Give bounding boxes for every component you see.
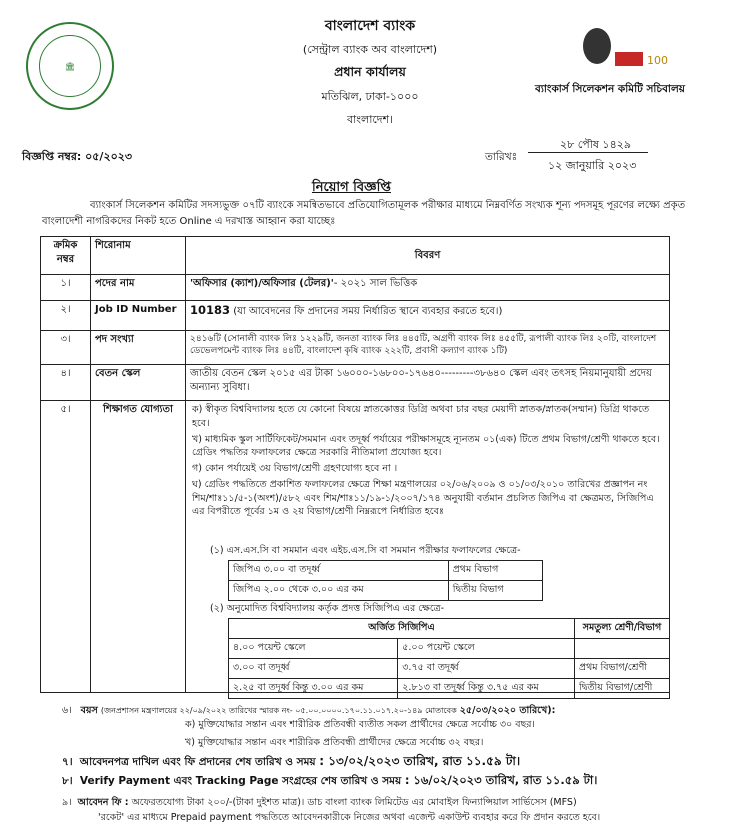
qual-d: ঘ) গ্রেডিং পদ্ধতিতে প্রকাশিত ফলাফলের ক্ষেত্রে শিক্ষা মন্ত্রণালয়ের ০২/০৬/২০০৯ ও ০১/০৩/২০১০ তারিখের প্রজ্ঞাপন নং শিম/শাঃ১১/৫-১(অংশ)/৫৮২ এবং শিম/শাঃ১১/১৯-১/২০০৭/১৭৪ অনুযায়ী বর্তমান প্রচলিত জিপিএ বা ক্ষেত্রমত, সিজিপিএ এর বিপরীতে পূর্বের ১ম ও ২য় বিভাগ/শ্রেণী নিম্নরূপে নির্ধারিত হবেঃ xyxy=(192,478,654,518)
job-id: 10183 xyxy=(190,303,231,317)
row-title: Job ID Number xyxy=(91,301,186,331)
point-number: ৭। xyxy=(62,756,73,768)
point-number: ৬। xyxy=(62,705,72,716)
header-block xyxy=(200,14,540,130)
cgpa-4: ৩.০০ বা তদূর্ধ্ব xyxy=(229,659,398,679)
age-rule-a: ক) মুক্তিযোদ্ধার সন্তান এবং শারীরিক প্রতিবন্ধী ব্যতীত সকল প্রার্থীদের ক্ষেত্রে সর্বোচ্চ ৩০ বছর। xyxy=(185,719,535,730)
deadline-value: : ১৩/০২/২০২৩ তারিখ, রাত ১১.৫৯ টা। xyxy=(319,754,521,768)
country-line: বাংলাদেশ। xyxy=(346,113,394,126)
address-line: মতিঝিল, ঢাকা-১০০০ xyxy=(321,90,419,103)
cgpa-header xyxy=(229,619,670,639)
row-title: পদের নাম xyxy=(91,275,186,301)
date-gregorian: ১২ জানুয়ারি ২০২৩ xyxy=(548,159,637,172)
office-name: প্রধান কার্যালয় xyxy=(334,64,406,79)
qual-c: গ) কোন পর্যায়েই ৩য় বিভাগ/শ্রেণী গ্রহণযোগ্য হবে না । xyxy=(192,463,398,475)
bank-name: বাংলাদেশ ব্যাংক xyxy=(324,18,416,34)
ssc-grade-table xyxy=(228,560,543,601)
table-header-row xyxy=(41,237,670,275)
table-row xyxy=(41,365,670,401)
date-label: তারিখঃ xyxy=(485,151,518,163)
row-number: ১। xyxy=(41,275,91,301)
fee-line xyxy=(62,796,577,811)
row-number: ৩। xyxy=(41,331,91,365)
point-title: বয়স xyxy=(80,705,98,716)
table-row xyxy=(41,331,670,365)
row-number: ২। xyxy=(41,301,91,331)
cgpa-4: ২.২৫ বা তদূর্ধ্ব কিন্তু ৩.০০ এর কম xyxy=(229,679,398,699)
row-title: পদ সংখ্যা xyxy=(91,331,186,365)
cgpa-table xyxy=(228,618,670,699)
intro-paragraph: ব্যাংকার্স সিলেকশন কমিটির সদস্যভুক্ত ০৭টি ব্যাংকে সমন্বিতভাবে প্রতিযোগিতামূলক পরীক্ষার মাধ্যমে নিম্নবর্ণিত সংখ্যক শূন্য পদসমূহ পূরণের লক্ষ্যে প্রকৃত বাংলাদেশী নাগরিকদের নিকট হতে Online এ দরখাস্ত আহ্বান করা যাচ্ছেঃ xyxy=(42,200,686,227)
gpa-range: জিপিএ ৩.০০ বা তদূর্ধ্ব xyxy=(229,561,449,581)
fee-text: অফেরতযোগ্য টাকা ২০০/-(টাকা দুইশত মাত্র)। ডাচ বাংলা ব্যাংক লিমিটেড এর মোবাইল ফিন্যান্সিয়াল সার্ভিসেস (MFS) xyxy=(131,797,577,808)
col-description: বিবরণ xyxy=(186,237,670,275)
table-row xyxy=(41,275,670,301)
mujib-logo-icon xyxy=(555,18,675,78)
grade-row xyxy=(229,561,543,581)
ssc-hsc-caption: (১) এস.এস.সি বা সমমান এবং এইচ.এস.সি বা সমমান পরীক্ষার ফলাফলের ক্ষেত্রে- xyxy=(210,545,521,556)
post-year: - ২০২১ সাল ভিত্তিক xyxy=(333,278,418,289)
date-bengali: ২৮ পৌষ ১৪২৯ xyxy=(560,138,631,151)
point-number: ৯। xyxy=(62,797,72,808)
gpa-range: জিপিএ ২.০০ থেকে ৩.০০ এর কম xyxy=(229,581,449,601)
point-title: আবেদনপত্র দাখিল এবং ফি প্রদানের শেষ তারিখ ও সময় xyxy=(79,756,316,768)
cgpa-class: প্রথম বিভাগ/শ্রেণী xyxy=(575,659,670,679)
cgpa-5: ৩.৭৫ বা তদূর্ধ্ব xyxy=(398,659,575,679)
row-number: ৪। xyxy=(41,365,91,401)
age-reference: (জনপ্রশাসন মন্ত্রণালয়ের ২২/০৯/২০২২ তারিখের স্মারক নং- ০৫.০০.০০০০.১৭০.১১.০১৭.২০-১৪৯ মোতাবেক xyxy=(100,706,457,715)
committee-secretariat: ব্যাংকার্স সিলেকশন কমিটি সচিবালয় xyxy=(535,83,685,95)
cgpa-row xyxy=(229,679,670,699)
row-title: বেতন স্কেল xyxy=(91,365,186,401)
deadline-line xyxy=(62,753,520,773)
notice-title: নিয়োগ বিজ্ঞপ্তি xyxy=(312,180,391,195)
cgpa-row xyxy=(229,639,670,659)
cgpa-header-class: সমতুল্য শ্রেণী/বিভাগ xyxy=(575,619,670,639)
table-row xyxy=(41,301,670,331)
cgpa-class xyxy=(575,639,670,659)
post-name: 'অফিসার (ক্যাশ)/অফিসার (টেলর)' xyxy=(190,278,334,289)
cgpa-header-earned: অর্জিত সিজিপিএ xyxy=(229,619,575,639)
row-title: শিক্ষাগত যোগ্যতা xyxy=(91,401,186,693)
verify-line xyxy=(62,772,597,791)
date-divider xyxy=(528,152,648,153)
cgpa-5: ২.৮১৩ বা তদূর্ধ্ব কিন্তু ৩.৭৫ এর কম xyxy=(398,679,575,699)
qual-b: খ) মাধ্যমিক স্কুল সার্টিফিকেট/সমমান এবং তদূর্ধ্ব পর্যায়ের পরীক্ষাসমূহে ন্যূনতম ০১(এক) টিতে প্রথম বিভাগ/শ্রেণী থাকতে হবে। গ্রেডিং পদ্ধতির ফলাফলের ক্ষেত্রে সরকারি নীতিমালা প্রযোজ্য হবে। xyxy=(192,433,660,459)
cgpa-class: দ্বিতীয় বিভাগ/শ্রেণী xyxy=(575,679,670,699)
cgpa-row xyxy=(229,659,670,679)
cgpa-5: ৫.০০ পয়েন্ট স্কেলে xyxy=(398,639,575,659)
point-title: আবেদন ফি : xyxy=(77,797,129,808)
age-rule-b: খ) মুক্তিযোদ্ধার সন্তান এবং শারীরিক প্রতিবন্ধী প্রার্থীদের ক্ষেত্রে সর্বোচ্চ ৩২ বছর। xyxy=(185,737,484,748)
col-title: শিরোনাম xyxy=(91,237,186,275)
logo-inner-ring: 🏛 xyxy=(39,35,101,97)
point-title: Verify Payment এবং Tracking Page সংগ্রহের শেষ তারিখ ও সময় xyxy=(79,775,402,787)
notice-number: বিজ্ঞপ্তি নম্বর: ০৫/২০২৩ xyxy=(22,150,133,163)
svg-text:100: 100 xyxy=(647,54,668,67)
row-desc xyxy=(186,301,670,331)
col-serial: ক্রমিক নম্বর xyxy=(41,237,91,275)
row-number: ৫। xyxy=(41,401,91,693)
mujib-borsho-logo xyxy=(555,18,675,78)
grade-row xyxy=(229,581,543,601)
age-date: ২৫/০৩/২০২০ তারিখে): xyxy=(459,705,556,716)
division: দ্বিতীয় বিভাগ xyxy=(448,581,542,601)
verify-value: : ১৬/০২/২০২৩ তারিখ, রাত ১১.৫৯ টা। xyxy=(404,773,598,787)
fee-line-2: 'রকেট' এর মাধ্যমে Prepaid payment পদ্ধতিতে আবেদনকারীকে নিজের অথবা এজেন্ট একাউন্ট ব্যবহার করে ফি প্রদান করতে হবে। xyxy=(98,812,601,823)
job-id-note: (যা আবেদনের ফি প্রদানের সময় নির্ধারিত স্থানে ব্যবহার করতে হবে।) xyxy=(233,306,503,317)
cgpa-4: ৪.০০ পয়েন্ট স্কেলে xyxy=(229,639,398,659)
bangladesh-bank-logo xyxy=(26,22,114,110)
cgpa-caption: (২) অনুমোদিত বিশ্ববিদ্যালয় কর্তৃক প্রদত্ত সিজিপিএ এর ক্ষেত্রে- xyxy=(210,603,445,614)
row-desc: জাতীয় বেতন স্কেল ২০১৫ এর টাকা ১৬০০০-১৬৮০০-১৭৬৪০---------৩৮৬৪০ স্কেল এবং তৎসহ নিয়মানুযায়ী প্রদেয় অন্যান্য সুবিধা। xyxy=(186,365,670,401)
row-desc xyxy=(186,275,670,301)
qual-a: ক) স্বীকৃত বিশ্ববিদ্যালয় হতে যে কোনো বিষয়ে স্নাতকোত্তর ডিগ্রি অথবা চার বছর মেয়াদী স্নাতক/স্নাতক(সম্মান) ডিগ্রি থাকতে হবে। xyxy=(192,404,650,429)
division: প্রথম বিভাগ xyxy=(448,561,542,581)
row-desc: ২৪১৬টি (সোনালী ব্যাংক লিঃ ১২২৯টি, জনতা ব্যাংক লিঃ ৪৪৫টি, অগ্রণী ব্যাংক লিঃ ৪৫৫টি, রূপালী ব্যাংক লিঃ ২০টি, বাংলাদেশ ডেভেলপমেন্ট ব্যাংক লিঃ ৪৪টি, বাংলাদেশ কৃষি ব্যাংক ২২২টি, প্রবাসী কল্যাণ ব্যাংক ১টি) xyxy=(186,331,670,365)
age-line xyxy=(62,704,555,719)
point-number: ৮। xyxy=(62,775,73,787)
bank-subtitle: (সেন্ট্রাল ব্যাংক অব বাংলাদেশ) xyxy=(302,43,438,56)
